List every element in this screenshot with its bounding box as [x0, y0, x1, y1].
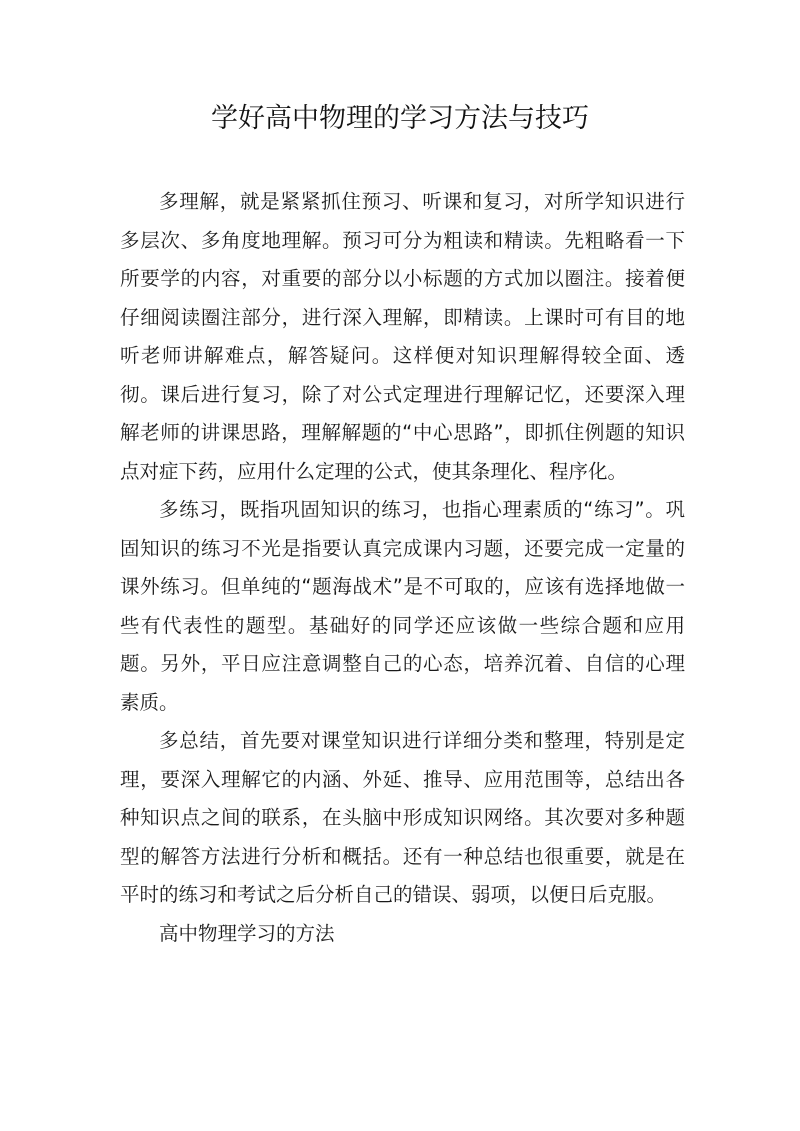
paragraph-practice: 多练习，既指巩固知识的练习，也指心理素质的“练习”。巩固知识的练习不光是指要认真完成课内习题，还要完成一定量的课外练习。但单纯的“题海战术”是不可取的，应该有选择地做一些有代表性的题型。基础好的同学还应该做一些综合题和应用题。另外，平日应注意调整自己的心态，培养沉着、自信的心理素质。: [120, 498, 685, 714]
paragraph-summary: 多总结，首先要对课堂知识进行详细分类和整理，特别是定理，要深入理解它的内涵、外延、推导、应用范围等，总结出各种知识点之间的联系，在头脑中形成知识网络。其次要对多种题型的解答方法进行分析和概括。还有一种总结也很重要，就是在平时的练习和考试之后分析自己的错误、弱项，以便日后克服。: [120, 729, 685, 906]
paragraph-understanding: 多理解，就是紧紧抓住预习、听课和复习，对所学知识进行多层次、多角度地理解。预习可分为粗读和精读。先粗略看一下所要学的内容，对重要的部分以小标题的方式加以圈注。接着便仔细阅读圈注部分，进行深入理解，即精读。上课时可有目的地听老师讲解难点，解答疑问。这样便对知识理解得较全面、透彻。课后进行复习，除了对公式定理进行理解记忆，还要深入理解老师的讲课思路，理解解题的“中心思路”，即抓住例题的知识点对症下药，应用什么定理的公式，使其条理化、程序化。: [120, 190, 685, 483]
section-heading: 高中物理学习的方法: [159, 921, 335, 945]
document-title: 学好高中物理的学习方法与技巧: [211, 103, 589, 134]
document-body: [120, 183, 685, 953]
